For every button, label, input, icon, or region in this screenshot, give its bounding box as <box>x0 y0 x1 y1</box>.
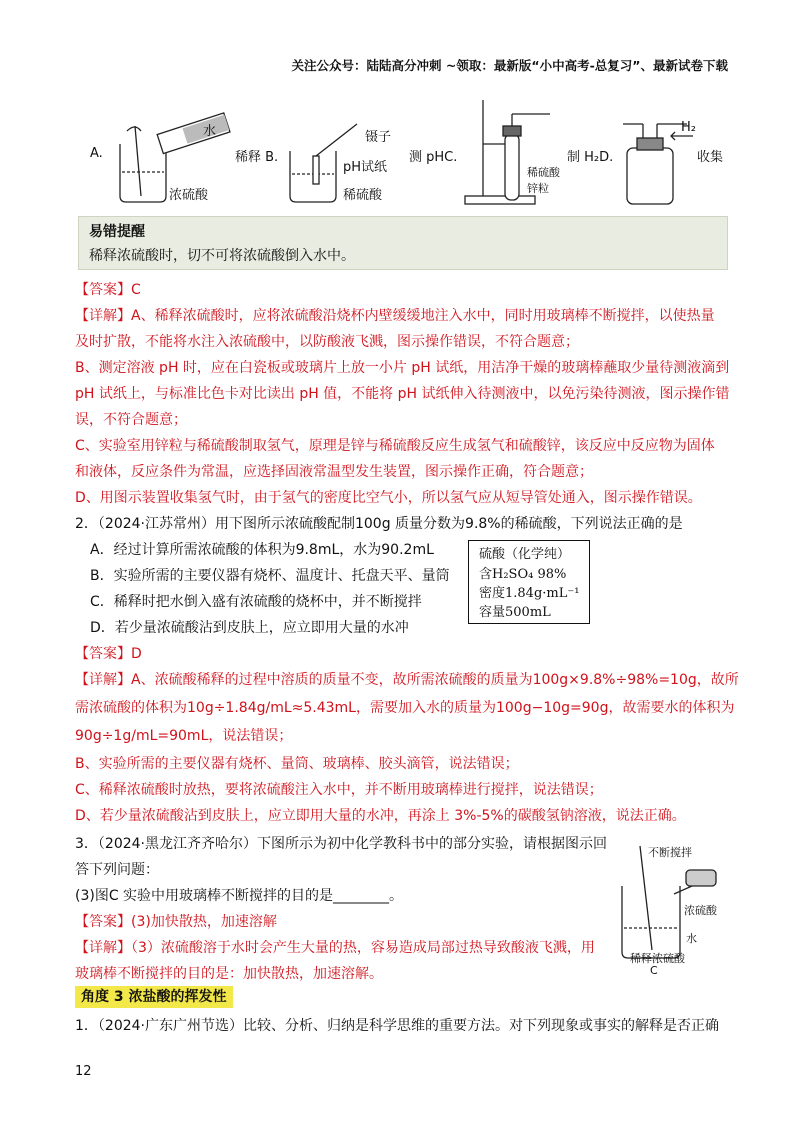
q1-answer: 【答案】C <box>75 282 141 298</box>
q3-expl-2: 玻璃棒不断搅拌的目的是：加快散热，加速溶解。 <box>75 966 383 982</box>
q2-option-d: D．若少量浓硫酸沾到皮肤上，应立即用大量的水冲 <box>90 620 409 636</box>
figure-d-gas: H₂ <box>681 120 696 135</box>
figure-c-zinc: 锌粒 <box>527 182 549 195</box>
acid-label-line-3: 密度1.84g·mL⁻¹ <box>479 586 580 601</box>
q3-stem-1: 3．（2024·黑龙江齐齐哈尔）下图所示为初中化学教科书中的部分实验，请根据图示回 <box>75 836 607 852</box>
q1-line-4: pH 试纸上，与标准比色卡对比读出 pH 值，不能将 pH 试纸伸入待测液中，以免污染待测液，图示操作错 <box>75 386 730 402</box>
acid-label-line-1: 硫酸（化学纯） <box>479 547 571 562</box>
q3-stem-2: 答下列问题： <box>75 862 159 878</box>
section-heading: 角度 3 浓盐酸的挥发性 <box>75 986 233 1008</box>
q2-answer: 【答案】D <box>75 646 142 662</box>
figure-b-paper: pH试纸 <box>343 160 388 175</box>
q1-line-8: D、用图示装置收集氢气时，由于氢气的密度比空气小，所以氢气应从短导管处通入，图示操作错误。 <box>75 490 702 506</box>
q3-fig-dilute: 稀释浓硫酸 <box>630 952 685 965</box>
figure-b-prefix: 稀释 B. <box>235 150 279 165</box>
figure-a-acid: 浓硫酸 <box>169 188 209 203</box>
q3-fig-stir: 不断搅拌 <box>648 846 692 859</box>
q1-line-5: 误，不符合题意； <box>75 412 187 428</box>
figure-c-acid: 稀硫酸 <box>527 166 560 179</box>
q2-expl-1: 【详解】A、浓硫酸稀释的过程中溶质的质量不变，故所需浓硫酸的质量为100g×9.8%÷98%=10g，故所 <box>75 672 739 688</box>
figure-a-water: 水 <box>203 124 217 139</box>
q3-figure <box>612 840 732 980</box>
q1-line-2: 及时扩散，不能将水注入浓硫酸中，以防酸液飞溅，图示操作错误，不符合题意； <box>75 334 579 350</box>
q2-expl-3: 90g÷1g/mL=90mL，说法错误； <box>75 728 293 744</box>
q2-stem: 2．（2024·江苏常州）用下图所示浓硫酸配制100g 质量分数为9.8%的稀硫酸，下列说法正确的是 <box>75 516 683 532</box>
acid-label-line-4: 容量500mL <box>479 605 551 620</box>
q4-stem: 1．（2024·广东广州节选）比较、分析、归纳是科学思维的重要方法。对下列现象或事实的解释是否正确 <box>75 1018 719 1034</box>
figure-row <box>75 96 735 208</box>
q1-line-6: C、实验室用锌粒与稀硫酸制取氢气，原理是锌与稀硫酸反应生成氢气和硫酸锌，该反应中反应物为固体 <box>75 438 715 454</box>
q3-subquestion: (3)图C 实验中用玻璃棒不断搅拌的目的是________。 <box>75 888 404 904</box>
figure-c-prefix: 测 pHC. <box>409 150 458 165</box>
q2-option-b: B．实验所需的主要仪器有烧杯、温度计、托盘天平、量筒 <box>90 568 450 584</box>
q2-expl-5: C、稀释浓硫酸时放热，要将浓硫酸注入水中，并不断用玻璃棒进行搅拌，说法错误； <box>75 782 603 798</box>
q2-expl-4: B、实验所需的主要仪器有烧杯、量筒、玻璃棒、胶头滴管，说法错误； <box>75 756 519 772</box>
q3-answer: 【答案】(3)加快散热，加速溶解 <box>75 914 277 930</box>
q2-option-a: A．经过计算所需浓硫酸的体积为9.8mL，水为90.2mL <box>90 542 434 558</box>
tip-body: 稀释浓硫酸时，切不可将浓硫酸倒入水中。 <box>89 248 355 264</box>
q2-expl-2: 需浓硫酸的体积为10g÷1.84g/mL≈5.43mL，需要加入水的质量为100g−10g=90g，故需要水的体积为 <box>75 700 735 716</box>
figure-b-tweezers: 镊子 <box>365 130 392 145</box>
q3-fig-c: C <box>650 964 658 977</box>
figure-a-label: A. <box>90 146 103 161</box>
acid-label-box <box>468 540 590 624</box>
figure-d-bottle <box>623 124 693 204</box>
figure-d-prefix: 制 H₂D. <box>567 150 614 165</box>
q2-expl-6: D、若少量浓硫酸沾到皮肤上，应立即用大量的水冲，再涂上 3%-5%的碳酸氢钠溶液，说法正确。 <box>75 808 686 824</box>
page-header: 关注公众号：陆陆高分冲刺 ~领取：最新版“小中高考-总复习”、最新试卷下载 <box>291 58 728 73</box>
acid-label-line-2: 含H₂SO₄ 98% <box>479 567 567 582</box>
q1-line-1: 【详解】A、稀释浓硫酸时，应将浓硫酸沿烧杯内壁缓缓地注入水中，同时用玻璃棒不断搅拌，以使热量 <box>75 308 715 324</box>
q3-fig-acid: 浓硫酸 <box>684 904 717 917</box>
q1-line-3: B、测定溶液 pH 时，应在白瓷板或玻璃片上放一小片 pH 试纸，用洁净干燥的玻璃棒蘸取少量待测液滴到 <box>75 360 730 376</box>
figure-d-suffix: 收集 <box>697 150 724 165</box>
tip-title: 易错提醒 <box>89 224 145 240</box>
q2-option-c: C．稀释时把水倒入盛有浓硫酸的烧杯中，并不断搅拌 <box>90 594 422 610</box>
q3-fig-water: 水 <box>686 932 697 945</box>
tip-box <box>78 216 728 270</box>
q3-expl-1: 【详解】（3）浓硫酸溶于水时会产生大量的热，容易造成局部过热导致酸液飞溅，用 <box>75 940 595 956</box>
q1-line-7: 和液体，反应条件为常温，应选择固液常温型发生装置，图示操作正确，符合题意； <box>75 464 593 480</box>
figure-b-acid: 稀硫酸 <box>343 188 383 203</box>
page-number: 12 <box>75 1064 92 1079</box>
